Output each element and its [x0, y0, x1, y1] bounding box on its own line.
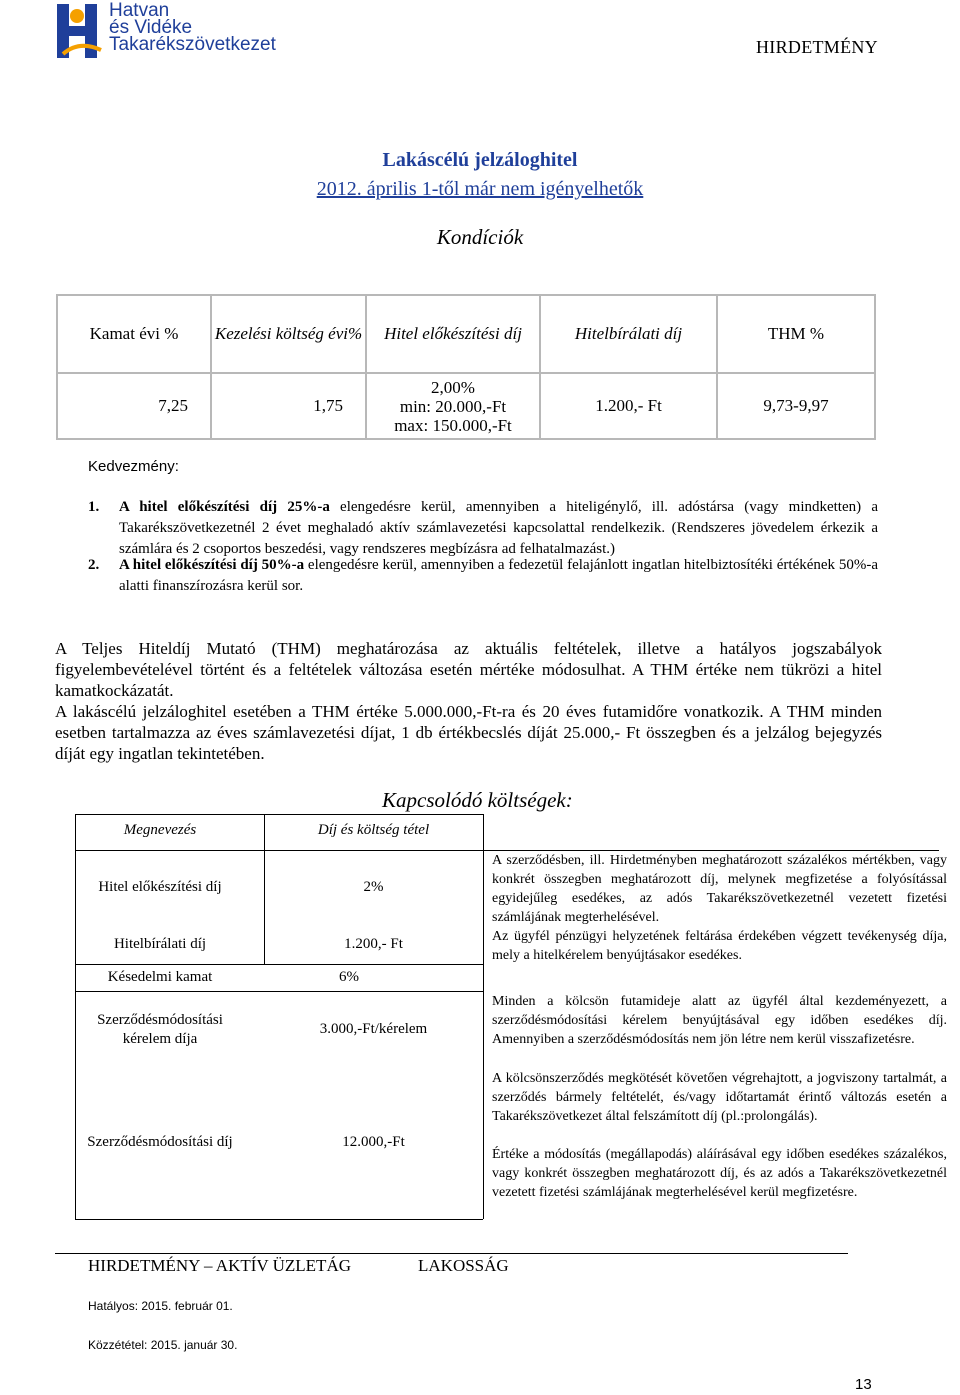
discount-item-1: 1. A hitel előkészítési díj 25%-a elengedésre kerül, amennyiben a hiteligénylő, ill. adóstársa (vagy mindketten) a Takarékszövetkezetnél 2 évet meghaladó aktív számlavezetési kapcsolattal rendelkezik. (Rendszeres jövedelem érkezik a számlára és 2 csoportos beszedési, vagy rendszeres megbízásra ad felhatalmazást.): [88, 499, 878, 557]
row-desc-5b: Értéke a módosítás (megállapodás) aláírásával egy időben esedékes százalékos, vagy konkrét összegben meghatározott díj, és az adós a Takarékszövetkezetnél vezetett fizetési számlájának megterhelésével kerül megfizetésre.: [492, 1147, 947, 1200]
row-desc-4: Minden a kölcsön futamideje alatt az ügyfél által kezdeményezett, a szerződésmódosítási kérelem benyújtásával egy időben esedékes díj. Amennyiben a szerződésmódosítás nem jön létre nem kerül visszafizetésre.: [492, 994, 947, 1047]
logo-mark-icon: [55, 2, 107, 60]
page-number: 13: [855, 1376, 872, 1393]
row-name-2: Hitelbírálati díj: [113, 936, 207, 952]
logo-text: [109, 2, 276, 53]
row-fee-2: 1.200,- Ft: [344, 936, 403, 952]
header-thm: THM %: [717, 295, 875, 373]
grid-line: [75, 814, 483, 815]
row-fee-4: 3.000,-Ft/kérelem: [319, 1021, 428, 1037]
header-fee: Díj és költség tétel: [317, 822, 430, 838]
row-fee-1: 2%: [363, 879, 384, 895]
related-costs-table: [75, 814, 947, 1219]
row-fee-5: 12.000,-Ft: [342, 1134, 405, 1150]
grid-line: [75, 1219, 483, 1220]
row-name-5: Szerződésmódosítási díj: [87, 1134, 233, 1150]
row-name-3: Késedelmi kamat: [107, 969, 213, 985]
logo: [55, 2, 305, 62]
discount-item-2: 2. A hitel előkészítési díj 50%-a elengedésre kerül, amennyiben a fedezetül felajánlott ingatlan hitelbiztosítéki értékének 50%-a alatti finanszírozásra kerül sor.: [88, 557, 878, 594]
footer-right: LAKOSSÁG: [418, 1256, 509, 1275]
row-fee-3: 6%: [339, 969, 359, 985]
header-kamat: Kamat évi %: [57, 295, 211, 373]
header-name: Megnevezés: [123, 822, 197, 838]
value-thm: 9,73-9,97: [717, 373, 875, 439]
page-subtitle: 2012. április 1-től már nem igényelhetők: [316, 178, 644, 200]
logo-line-2: és Vidéke: [109, 17, 193, 38]
discount-label: Kedvezmény:: [88, 458, 179, 475]
footer-divider: [55, 1253, 848, 1254]
footer-effective: Hatályos: 2015. február 01.: [88, 1299, 233, 1313]
value-kamat: 7,25: [57, 373, 211, 439]
grid-line: [75, 964, 483, 965]
conditions-header-row: [57, 295, 875, 373]
thm-paragraph-1: A Teljes Hiteldíj Mutató (THM) meghatározása az aktuális feltételek, illetve a hatályos jogszabályok figyelembevételével történt és a feltételek változása esetén mértéke módosulhat. A THM értéke nem tükrözi a hitel kamatkockázatát.: [55, 639, 882, 700]
grid-line: [483, 814, 484, 1219]
footer-published: Közzététel: 2015. január 30.: [88, 1338, 238, 1352]
header-elokeszitesi: Hitel előkészítési díj: [366, 295, 540, 373]
row-name-4: Szerződésmódosítási kérelem díja: [97, 1012, 223, 1047]
row-desc-5a: A kölcsönszerződés megkötését követően végrehajtott, a jogviszony tartalmát, a szerződés bármely feltételét, és/vagy időtartamát érintő változás esetén a Takarékszövetkezet által felszámított díj (pl.:prolongálás).: [492, 1071, 947, 1124]
page-title: Lakáscélú jelzáloghitel: [382, 149, 578, 171]
value-elokeszitesi: 2,00% min: 20.000,-Ft max: 150.000,-Ft: [366, 373, 540, 439]
footer-left: HIRDETMÉNY – AKTÍV ÜZLETÁG: [88, 1256, 351, 1275]
row-name-1: Hitel előkészítési díj: [98, 879, 222, 895]
value-hitelbiralati: 1.200,- Ft: [540, 373, 717, 439]
thm-paragraph-2: A lakáscélú jelzáloghitel esetében a THM értéke 5.000.000,-Ft-ra és 20 éves futamidőre vonatkozik. A THM minden esetben tartalmazza az éves számlavezetési díjat, 1 db értékbecslés díját 25.000,- Ft összegben és a jelzálog bejegyzés díját egy ingatlan tekintetében.: [55, 702, 882, 763]
related-costs-title: Kapcsolódó költségek:: [382, 788, 573, 812]
logo-line-1: Hatvan: [109, 0, 170, 21]
grid-line: [75, 991, 483, 992]
logo-line-3: Takarékszövetkezet: [109, 34, 276, 55]
row-desc-2: Az ügyfél pénzügyi helyzetének feltárása érdekében végzett tevékenység díja, mely a hitelkérelem benyújtásakor esedékes.: [492, 929, 947, 963]
value-kezelesi: 1,75: [211, 373, 366, 439]
row-desc-1: A szerződésben, ill. Hirdetményben meghatározott százalékos mértékben, vagy konkrét összegben meghatározott díj, melynek megfizetése a folyósítással egyidejűleg esedékes, az adós Takarékszövetkezetnél vezetett fizetési számlájának megterhelésével.: [492, 853, 947, 925]
conditions-table: [56, 294, 876, 440]
conditions-value-row: [57, 373, 875, 439]
conditions-title: Kondíciók: [436, 225, 524, 249]
header-hitelbiralati: Hitelbírálati díj: [540, 295, 717, 373]
header-kezelesi: Kezelési költség évi%: [211, 295, 366, 373]
header-right: HIRDETMÉNY: [756, 37, 878, 57]
